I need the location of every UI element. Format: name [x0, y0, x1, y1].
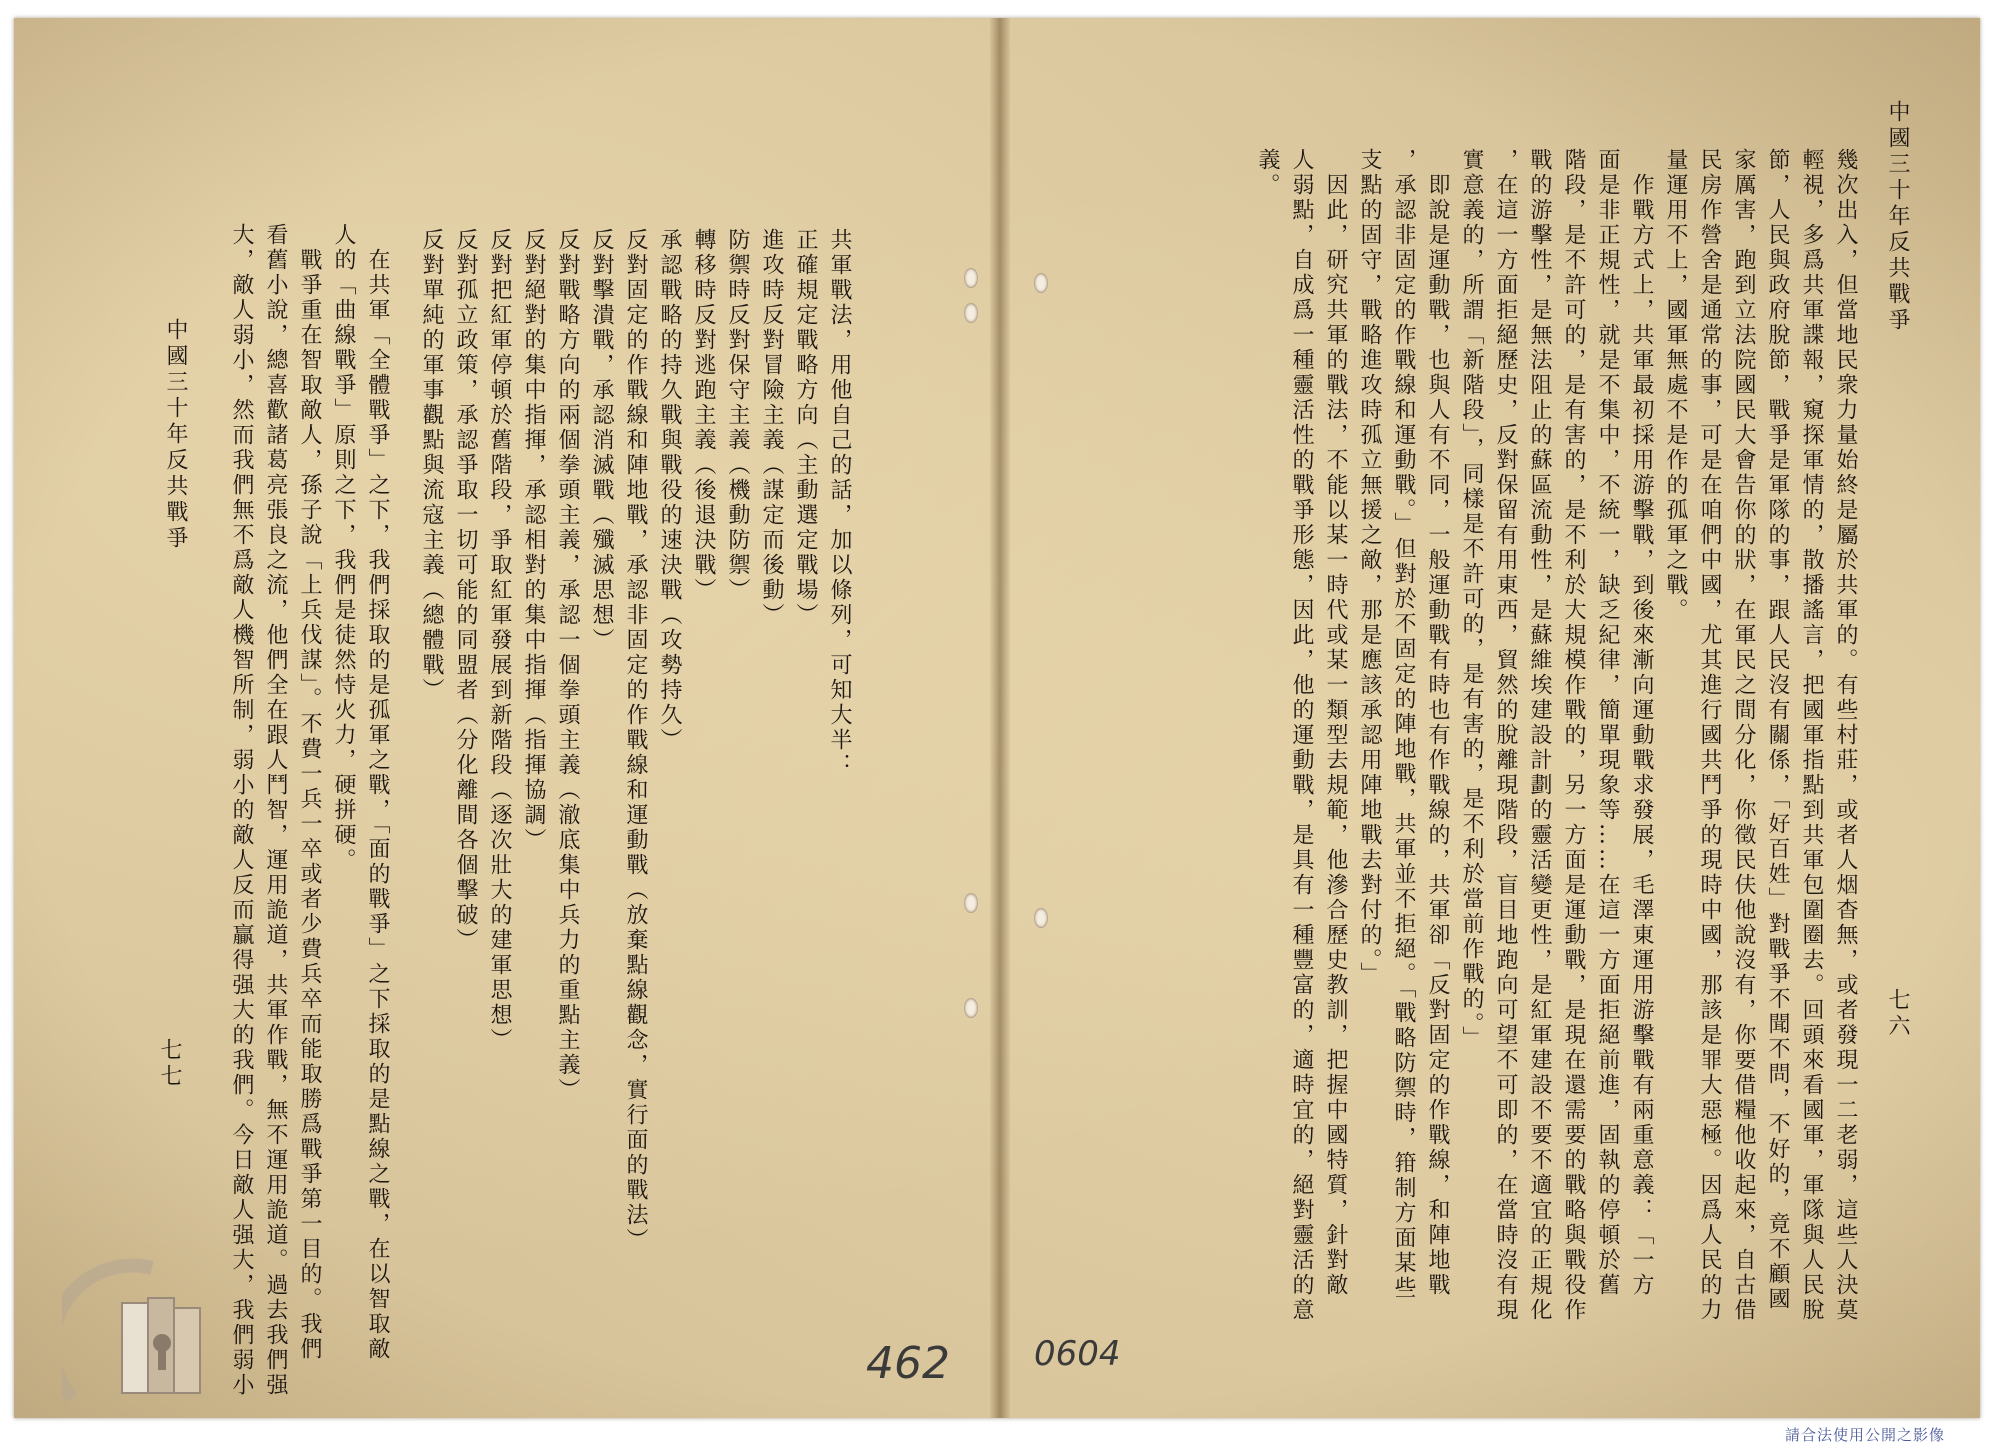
text-column: 階段，是不許可的，是有害的，是不利於大規模作戰的，另一方面是運動戰，是現在還需要的戰略與戰役作	[1561, 148, 1586, 1323]
text-column: 人弱點，自成爲一種靈活性的戰爭形態，因此，他的運動戰，是具有一種豐富的，適時宜的，絕對靈活的意	[1289, 148, 1314, 1323]
text-column: 戰的游擊性，是無法阻止的蘇區流動性，是蘇維埃建設計劃的靈活變更性，是紅軍建設不要不適宜的正規化	[1527, 148, 1552, 1323]
staple-hole	[964, 998, 978, 1018]
handwritten-number: 462	[866, 1338, 950, 1389]
text-column: 反對把紅軍停頓於舊階段，爭取紅軍發展到新階段（逐次壯大的建軍思想）	[487, 228, 512, 1053]
text-column: 正確規定戰略方向（主動選定戰場）	[793, 228, 818, 628]
staple-hole	[964, 893, 978, 913]
text-column: 幾次出入，但當地民衆力量始終是屬於共軍的。有些村莊，或者人烟杳無，或者發現一二老弱，這些人決莫	[1833, 148, 1858, 1323]
staple-hole	[964, 268, 978, 288]
document-spread	[14, 18, 1980, 1418]
text-column: 輕視，多爲共軍諜報，窺探軍情的，散播謠言，把國軍指點到共軍包圍圈去。回頭來看國軍，軍隊與人民脫	[1799, 148, 1824, 1323]
staple-hole	[964, 303, 978, 323]
handwritten-number: 0604	[1034, 1334, 1121, 1374]
text-column: 共軍戰法，用他自己的話，加以條列，可知大半：	[827, 228, 852, 778]
text-column: 量運用不上，國軍無處不是作的孤軍之戰。	[1663, 148, 1688, 623]
text-column: 看舊小說，總喜歡諸葛亮張良之流，他們全在跟人鬥智，運用詭道，共軍作戰，無不運用詭道。過去我們强	[263, 223, 288, 1398]
usage-watermark: 請合法使用公開之影像	[1785, 1426, 1946, 1444]
text-column: 大，敵人弱小，然而我們無不爲敵人機智所制，弱小的敵人反而贏得强大的我們。今日敵人强大，我們弱小	[229, 223, 254, 1398]
text-column: 支點的固守，戰略進攻時孤立無援之敵，那是應該承認用陣地戰去對付的。」	[1357, 148, 1382, 987]
page-number-right: 七六	[1885, 988, 1910, 1040]
text-column: 因此，研究共軍的戰法，不能以某一時代或某一類型去規範，他滲合歷史教訓，把握中國特質，針對敵	[1323, 148, 1348, 1298]
text-column: 在共軍「全體戰爭」之下，我們採取的是孤軍之戰，「面的戰爭」之下採取的是點線之戰，在以智取敵	[365, 223, 390, 1362]
text-column: ，在這一方面拒絕歷史，反對保留有用東西，貿然的脫離現階段，盲目地跑向可望不可即的，在當時沒有現	[1493, 148, 1518, 1323]
text-column: 反對戰略方向的兩個拳頭主義，承認一個拳頭主義（澈底集中兵力的重點主義）	[555, 228, 580, 1103]
text-column: 反對單純的軍事觀點與流寇主義（總體戰）	[419, 228, 444, 703]
text-column: 實意義的，所謂「新階段」，同樣是不許可的，是有害的，是不利於當前作戰的。」	[1459, 148, 1484, 1051]
text-column: 反對固定的作戰線和陣地戰，承認非固定的作戰線和運動戰（放棄點線觀念，實行面的戰法）	[623, 228, 648, 1253]
running-head-left: 中國三十年反共戰爭	[163, 318, 188, 552]
text-column: 戰爭重在智取敵人，孫子說「上兵伐謀」。不費一兵一卒或者少費兵卒而能取勝爲戰爭第一目的。我們	[297, 223, 322, 1362]
text-column: 節，人民與政府脫節，戰爭是軍隊的事，跟人民沒有關係，「好百姓」對戰爭不聞不問，不好的，竟不顧國	[1765, 148, 1790, 1312]
page-number-left: 七七	[157, 1038, 182, 1090]
text-column: 反對孤立政策，承認爭取一切可能的同盟者（分化離間各個擊破）	[453, 228, 478, 953]
text-column: 義。	[1255, 148, 1280, 198]
text-column: 即說是運動戰，也與人有不同，一般運動戰有時也有作戰線的，共軍卻「反對固定的作戰線，和陣地戰	[1425, 148, 1450, 1298]
text-column: 作戰方式上，共軍最初採用游擊戰，到後來漸向運動戰求發展，毛澤東運用游擊戰有兩重意義：「一方	[1629, 148, 1654, 1298]
running-head-right: 中國三十年反共戰爭	[1885, 100, 1910, 334]
text-column: 反對擊潰戰，承認消滅戰（殲滅思想）	[589, 228, 614, 653]
left-page	[14, 18, 998, 1418]
text-column: 民房作營舍是通常的事，可是在咱們中國，尤其進行國共鬥爭的現時中國，那該是罪大惡極。因爲人民的力	[1697, 148, 1722, 1323]
library-seal-icon	[62, 1248, 232, 1418]
text-column: 防禦時反對保守主義（機動防禦）	[725, 228, 750, 603]
text-column: 承認戰略的持久戰與戰役的速決戰（攻勢持久）	[657, 228, 682, 753]
text-column: 面是非正規性，就是不集中，不統一，缺乏紀律，簡單現象等……在這一方面拒絕前進，固執的停頓於舊	[1595, 148, 1620, 1298]
text-column: 人的「曲線戰爭」原則之下，我們是徒然恃火力，硬拼硬。	[331, 223, 356, 873]
text-column: 反對絕對的集中指揮，承認相對的集中指揮（指揮協調）	[521, 228, 546, 853]
text-column: 轉移時反對逃跑主義（後退決戰）	[691, 228, 716, 603]
text-column: ，承認非固定的作戰線和運動戰。」但對於不固定的陣地戰，共軍並不拒絕。「戰略防禦時，箝制方面某些	[1391, 148, 1416, 1301]
text-column: 進攻時反對冒險主義（謀定而後動）	[759, 228, 784, 628]
text-column: 家厲害，跑到立法院國民大會告你的狀，在軍民之間分化，你徵民伕他說沒有，你要借糧他收起來，自古借	[1731, 148, 1756, 1323]
right-page	[1002, 18, 1980, 1418]
